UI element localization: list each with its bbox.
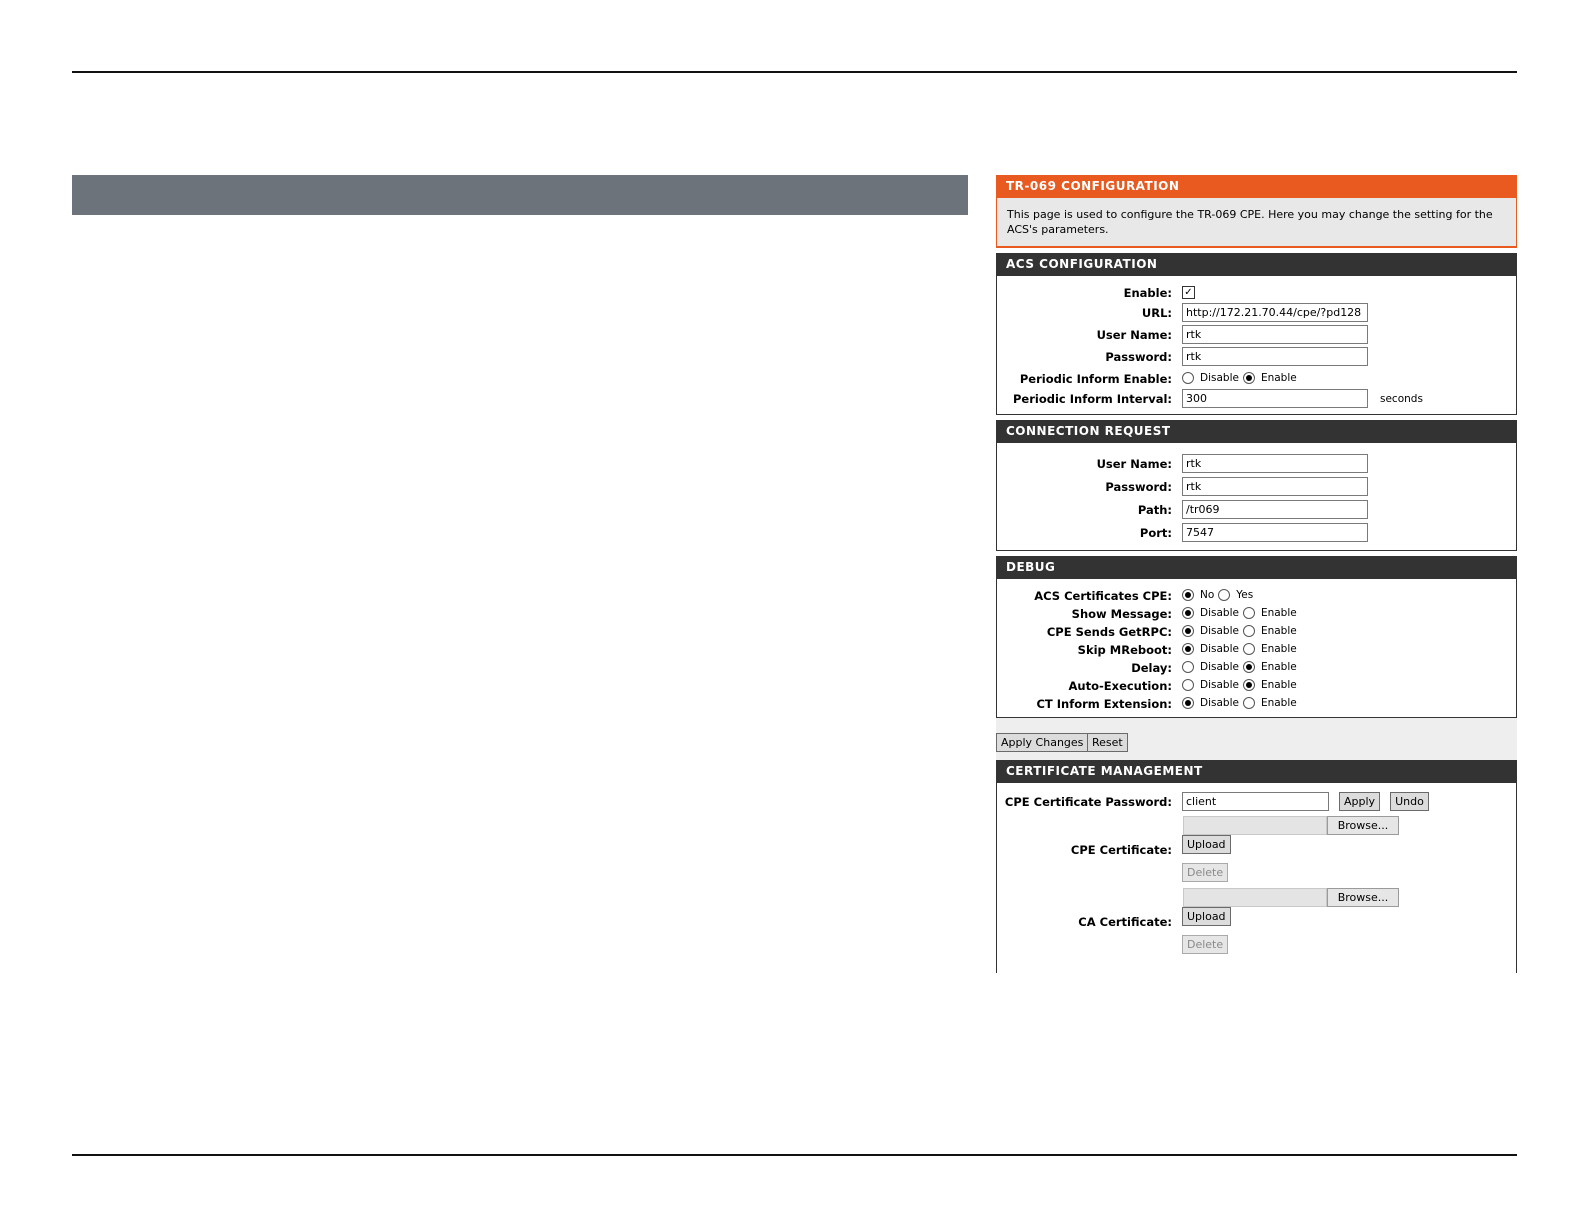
periodic-enable-label: Enable xyxy=(1260,372,1297,384)
delay-enable-radio[interactable] xyxy=(1243,661,1255,673)
ca-cert-file-picker[interactable] xyxy=(1183,888,1399,907)
bottom-rule xyxy=(72,1154,1517,1156)
skip-mreboot-disable-label: Disable xyxy=(1200,643,1239,655)
show-message-enable-label: Enable xyxy=(1260,607,1297,619)
delay-enable-label: Enable xyxy=(1260,661,1297,673)
acs-password-label: Password: xyxy=(1105,350,1172,364)
apply-changes-button[interactable]: Apply Changes xyxy=(996,733,1088,752)
acs-cert-no-label: No xyxy=(1200,589,1215,601)
cert-undo-button[interactable]: Undo xyxy=(1390,792,1429,811)
cpe-cert-file-picker[interactable] xyxy=(1183,816,1399,835)
cpe-cert-upload-button[interactable]: Upload xyxy=(1182,835,1231,854)
show-message-label: Show Message: xyxy=(1071,607,1172,621)
conn-section xyxy=(996,443,1517,551)
auto-execution-disable-label: Disable xyxy=(1200,679,1239,691)
conn-username-label: User Name: xyxy=(1096,457,1172,471)
getrpc-enable-radio[interactable] xyxy=(1243,625,1255,637)
skip-mreboot-disable-radio[interactable] xyxy=(1182,643,1194,655)
cert-password-label: CPE Certificate Password: xyxy=(1004,795,1172,809)
conn-username-input[interactable]: rtk xyxy=(1182,454,1368,473)
getrpc-disable-radio[interactable] xyxy=(1182,625,1194,637)
conn-password-label: Password: xyxy=(1105,480,1172,494)
cpe-cert-label: CPE Certificate: xyxy=(1070,843,1172,857)
acs-cert-no-radio[interactable] xyxy=(1182,589,1194,601)
acs-username-input[interactable]: rtk xyxy=(1182,325,1368,344)
interval-input[interactable]: 300 xyxy=(1182,389,1368,408)
page-title: TR-069 CONFIGURATION xyxy=(996,175,1517,198)
port-label: Port: xyxy=(1139,526,1172,540)
enable-checkbox[interactable]: ✓ xyxy=(1182,286,1195,299)
cert-password-input[interactable]: client xyxy=(1182,792,1329,811)
ca-cert-file-field[interactable] xyxy=(1183,888,1327,907)
port-input[interactable]: 7547 xyxy=(1182,523,1368,542)
cert-apply-button[interactable]: Apply xyxy=(1339,792,1380,811)
path-input[interactable]: /tr069 xyxy=(1182,500,1368,519)
action-bar xyxy=(996,718,1517,760)
path-label: Path: xyxy=(1137,503,1172,517)
skip-mreboot-label: Skip MReboot: xyxy=(1077,643,1172,657)
url-label: URL: xyxy=(1141,306,1172,320)
acs-password-input[interactable]: rtk xyxy=(1182,347,1368,366)
conn-password-input[interactable]: rtk xyxy=(1182,477,1368,496)
getrpc-disable-label: Disable xyxy=(1200,625,1239,637)
enable-label: Enable: xyxy=(1123,286,1172,300)
periodic-disable-label: Disable xyxy=(1200,372,1239,384)
show-message-disable-label: Disable xyxy=(1200,607,1239,619)
periodic-enable-radio[interactable] xyxy=(1243,372,1255,384)
acs-section-title: ACS CONFIGURATION xyxy=(996,253,1517,276)
ca-cert-label: CA Certificate: xyxy=(1078,915,1172,929)
delay-disable-label: Disable xyxy=(1200,661,1239,673)
show-message-enable-radio[interactable] xyxy=(1243,607,1255,619)
delay-disable-radio[interactable] xyxy=(1182,661,1194,673)
ct-inform-enable-radio[interactable] xyxy=(1243,697,1255,709)
page-description: This page is used to configure the TR-069 CPE. Here you may change the setting for the ACS's parameters. xyxy=(996,198,1517,248)
interval-unit: seconds xyxy=(1380,392,1423,405)
ca-cert-upload-button[interactable]: Upload xyxy=(1182,907,1231,926)
ct-inform-label: CT Inform Extension: xyxy=(1036,697,1172,711)
debug-section-title: DEBUG xyxy=(996,556,1517,579)
reset-button[interactable]: Reset xyxy=(1087,733,1128,752)
auto-execution-enable-label: Enable xyxy=(1260,679,1297,691)
top-rule xyxy=(72,71,1517,73)
ca-cert-browse-button[interactable]: Browse... xyxy=(1327,888,1399,907)
auto-execution-disable-radio[interactable] xyxy=(1182,679,1194,691)
cpe-cert-browse-button[interactable]: Browse... xyxy=(1327,816,1399,835)
cert-section xyxy=(996,783,1517,973)
ct-inform-disable-radio[interactable] xyxy=(1182,697,1194,709)
delay-label: Delay: xyxy=(1131,661,1172,675)
auto-execution-label: Auto-Execution: xyxy=(1068,679,1172,693)
ca-cert-delete-button[interactable]: Delete xyxy=(1182,935,1228,954)
periodic-inform-label: Periodic Inform Enable: xyxy=(1019,372,1172,386)
periodic-disable-radio[interactable] xyxy=(1182,372,1194,384)
acs-username-label: User Name: xyxy=(1096,328,1172,342)
auto-execution-enable-radio[interactable] xyxy=(1243,679,1255,691)
url-input[interactable]: http://172.21.70.44/cpe/?pd128 xyxy=(1182,303,1368,322)
acs-cert-yes-radio[interactable] xyxy=(1218,589,1230,601)
section-banner xyxy=(72,175,968,215)
conn-section-title: CONNECTION REQUEST xyxy=(996,420,1517,443)
acs-section xyxy=(996,276,1517,415)
cpe-cert-delete-button[interactable]: Delete xyxy=(1182,863,1228,882)
cert-section-title: CERTIFICATE MANAGEMENT xyxy=(996,760,1517,783)
getrpc-label: CPE Sends GetRPC: xyxy=(1046,625,1172,639)
interval-label: Periodic Inform Interval: xyxy=(1013,392,1172,406)
debug-section xyxy=(996,579,1517,718)
acs-cert-yes-label: Yes xyxy=(1236,589,1254,601)
getrpc-enable-label: Enable xyxy=(1260,625,1297,637)
show-message-disable-radio[interactable] xyxy=(1182,607,1194,619)
cpe-cert-file-field[interactable] xyxy=(1183,816,1327,835)
skip-mreboot-enable-label: Enable xyxy=(1260,643,1297,655)
skip-mreboot-enable-radio[interactable] xyxy=(1243,643,1255,655)
tr069-panel xyxy=(996,175,1517,980)
ct-inform-enable-label: Enable xyxy=(1260,697,1297,709)
ct-inform-disable-label: Disable xyxy=(1200,697,1239,709)
acs-cert-label: ACS Certificates CPE: xyxy=(1034,589,1172,603)
